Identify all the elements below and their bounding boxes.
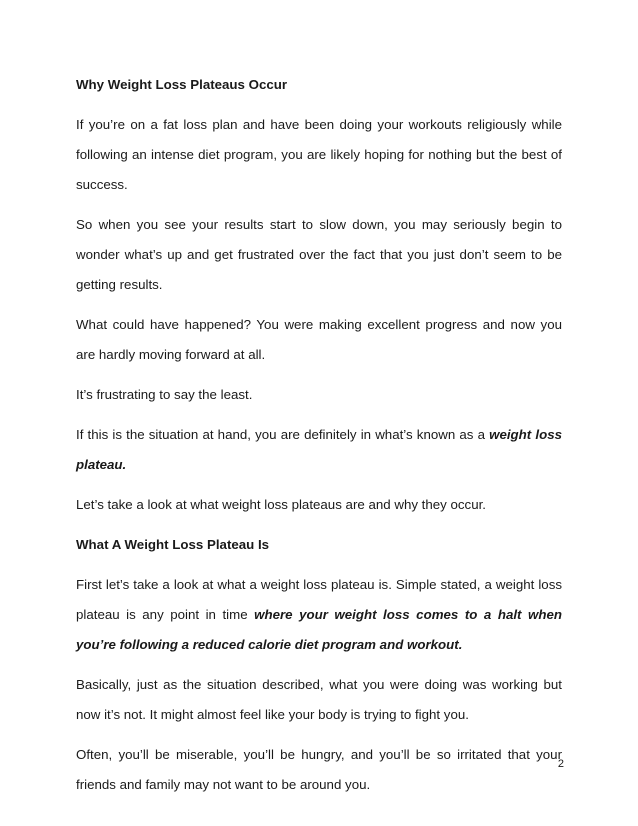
paragraph-4: It’s frustrating to say the least. bbox=[76, 387, 253, 402]
page-number: 2 bbox=[557, 758, 564, 770]
paragraph-8: Basically, just as the situation described, what you were doing was working but now it’s not. It might almost feel like your body is trying to fight you. bbox=[76, 677, 562, 722]
paragraph-7-text: First let’s take a look at what a weight loss plateau is. Simple stated, a weight loss plateau is any point in time bbox=[76, 577, 562, 622]
paragraph-6: Let’s take a look at what weight loss plateaus are and why they occur. bbox=[76, 497, 486, 512]
paragraph-3: What could have happened? You were making excellent progress and now you are hardly moving forward at all. bbox=[76, 317, 562, 362]
paragraph-5-text: If this is the situation at hand, you are definitely in what’s known as a bbox=[76, 427, 490, 442]
paragraph-5-emphasis: weight loss plateau. bbox=[76, 427, 562, 472]
section-heading-why-plateaus-occur: Why Weight Loss Plateaus Occur bbox=[76, 77, 288, 92]
paragraph-7 bbox=[76, 570, 562, 660]
paragraph-5 bbox=[76, 420, 562, 480]
paragraph-1: If you’re on a fat loss plan and have been doing your workouts religiously while following an intense diet program, you are likely hoping for nothing but the best of success. bbox=[76, 117, 562, 192]
paragraph-9: Often, you’ll be miserable, you’ll be hungry, and you’ll be so irritated that your friends and family may not want to be around you. bbox=[76, 747, 562, 792]
paragraph-7-emphasis: where your weight loss comes to a halt when you’re following a reduced calorie diet program and workout. bbox=[76, 607, 562, 652]
section-heading-what-plateau-is: What A Weight Loss Plateau Is bbox=[76, 537, 270, 552]
document-body bbox=[76, 70, 562, 810]
paragraph-2: So when you see your results start to slow down, you may seriously begin to wonder what’s up and get frustrated over the fact that you just don’t seem to be getting results. bbox=[76, 217, 562, 292]
